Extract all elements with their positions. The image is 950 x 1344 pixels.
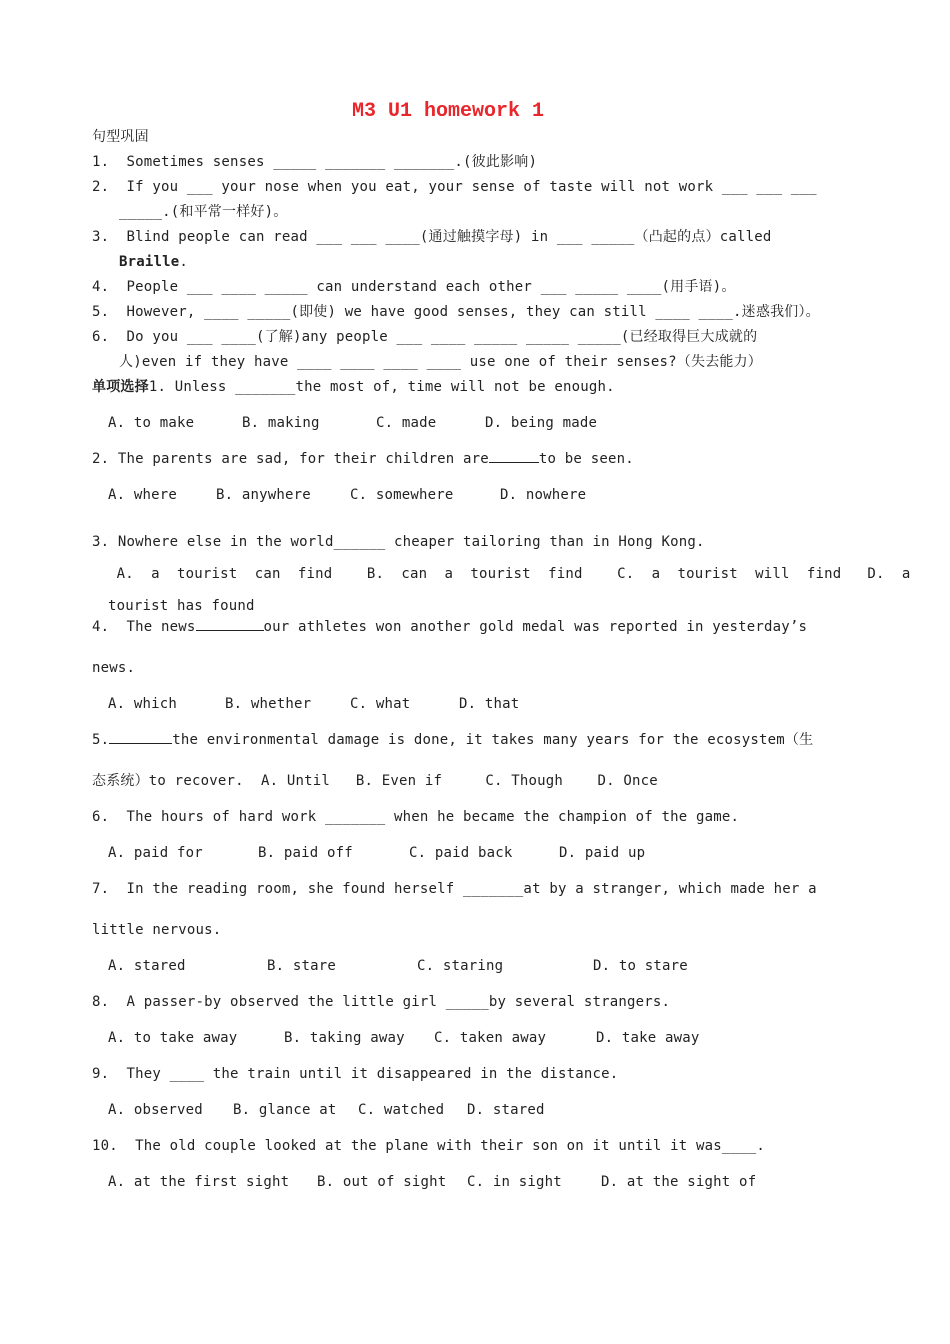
question-4-text-a: 4. The news — [92, 619, 196, 635]
question-1-text: 1. Unless _______the most of, time will not be enough. — [148, 379, 615, 395]
option-d: D. paid up — [559, 845, 646, 861]
question-8: 8. A passer-by observed the little girl _____by several strangers. — [92, 994, 671, 1010]
question-1-options — [108, 413, 597, 433]
answer-blank — [196, 618, 264, 631]
answer-blank — [489, 450, 539, 463]
sentence-1: 1. Sometimes senses _____ _______ _______.(彼此影响) — [92, 154, 538, 170]
option-a: A. to take away — [108, 1030, 238, 1046]
option-c: C. taken away — [434, 1030, 547, 1046]
question-4-line-1 — [92, 617, 807, 637]
question-3-options-line-2: tourist has found — [108, 598, 255, 614]
question-1 — [92, 377, 615, 397]
sentence-4: 4. People ___ ____ _____ can understand each other ___ _____ ____(用手语)。 — [92, 279, 736, 295]
question-9-options — [108, 1100, 545, 1120]
question-5-line-1 — [92, 730, 813, 750]
question-10: 10. The old couple looked at the plane with their son on it until it was____. — [92, 1138, 766, 1154]
question-4-text-b: our athletes won another gold medal was reported in yesterday’s — [263, 619, 808, 635]
question-7-line-1: 7. In the reading room, she found herself _______at by a stranger, which made her a — [92, 881, 817, 897]
option-a: A. observed — [108, 1102, 203, 1118]
question-3-options-line-1: A. a tourist can find B. can a tourist find C. a tourist will find D. a — [108, 566, 911, 582]
option-b: B. out of sight — [317, 1174, 447, 1190]
sentence-6-line-2: 人)even if they have ____ ____ ____ ____ use one of their senses?（失去能力） — [119, 354, 763, 370]
question-2-text-a: 2. The parents are sad, for their children are — [92, 451, 489, 467]
question-4-options — [108, 694, 519, 714]
option-a: A. paid for — [108, 845, 203, 861]
question-7-options — [108, 956, 688, 976]
option-d: D. at the sight of — [601, 1174, 757, 1190]
option-b: B. stare — [267, 958, 337, 974]
option-a: A. which — [108, 696, 178, 712]
option-c: C. staring — [417, 958, 504, 974]
option-c: C. somewhere — [350, 487, 454, 503]
question-7-line-2: little nervous. — [92, 922, 222, 938]
sentence-3-end: . — [179, 254, 189, 270]
option-d: D. stared — [467, 1102, 545, 1118]
question-6-options — [108, 843, 645, 863]
question-2-options — [108, 485, 586, 505]
sentence-3-line-1: 3. Blind people can read ___ ___ ____(通过触摸字母) in ___ _____（凸起的点）called — [92, 229, 772, 245]
sentence-2-line-1: 2. If you ___ your nose when you eat, your sense of taste will not work ___ ___ ___ — [92, 179, 817, 195]
option-b: B. making — [242, 415, 320, 431]
question-3: 3. Nowhere else in the world______ cheaper tailoring than in Hong Kong. — [92, 534, 705, 550]
option-c: C. what — [350, 696, 411, 712]
braille-word: Braille — [119, 254, 180, 270]
question-2-text-b: to be seen. — [538, 451, 634, 467]
question-5-text: the environmental damage is done, it takes many years for the ecosystem（生 — [172, 732, 814, 748]
question-5-line-2: 态系统）to recover. A. Until B. Even if C. Though D. Once — [92, 773, 658, 789]
question-5-number: 5. — [92, 732, 110, 748]
question-6: 6. The hours of hard work _______ when he became the champion of the game. — [92, 809, 740, 825]
option-b: B. anywhere — [216, 487, 311, 503]
option-c: C. in sight — [467, 1174, 562, 1190]
sentence-5: 5. However, ____ _____(即使) we have good senses, they can still ____ ____.迷惑我们）。 — [92, 304, 820, 320]
question-9: 9. They ____ the train until it disappeared in the distance. — [92, 1066, 619, 1082]
question-4-line-2: news. — [92, 660, 136, 676]
option-a: A. stared — [108, 958, 186, 974]
sentence-6-line-1: 6. Do you ___ ____(了解)any people ___ ____ _____ _____ _____(已经取得巨大成就的 — [92, 329, 758, 345]
option-d: D. that — [459, 696, 520, 712]
question-10-options — [108, 1172, 756, 1192]
answer-blank — [109, 731, 172, 744]
option-a: A. where — [108, 487, 178, 503]
sentence-3-line-2 — [119, 252, 188, 272]
option-c: C. made — [376, 415, 437, 431]
option-d: D. nowhere — [500, 487, 587, 503]
sentence-2-line-2: _____.(和平常一样好)。 — [119, 204, 288, 220]
question-8-options — [108, 1028, 700, 1048]
option-d: D. to stare — [593, 958, 688, 974]
page-title: M3 U1 homework 1 — [351, 100, 545, 123]
option-b: B. whether — [225, 696, 312, 712]
question-2 — [92, 449, 634, 469]
option-c: C. watched — [358, 1102, 445, 1118]
option-b: B. glance at — [233, 1102, 337, 1118]
option-b: B. paid off — [258, 845, 353, 861]
option-a: A. to make — [108, 415, 195, 431]
option-a: A. at the first sight — [108, 1174, 290, 1190]
section-heading-choice: 单项选择 — [92, 379, 149, 395]
option-d: D. being made — [485, 415, 598, 431]
option-d: D. take away — [596, 1030, 700, 1046]
option-b: B. taking away — [284, 1030, 405, 1046]
section-heading-sentences: 句型巩固 — [92, 129, 149, 145]
option-c: C. paid back — [409, 845, 513, 861]
